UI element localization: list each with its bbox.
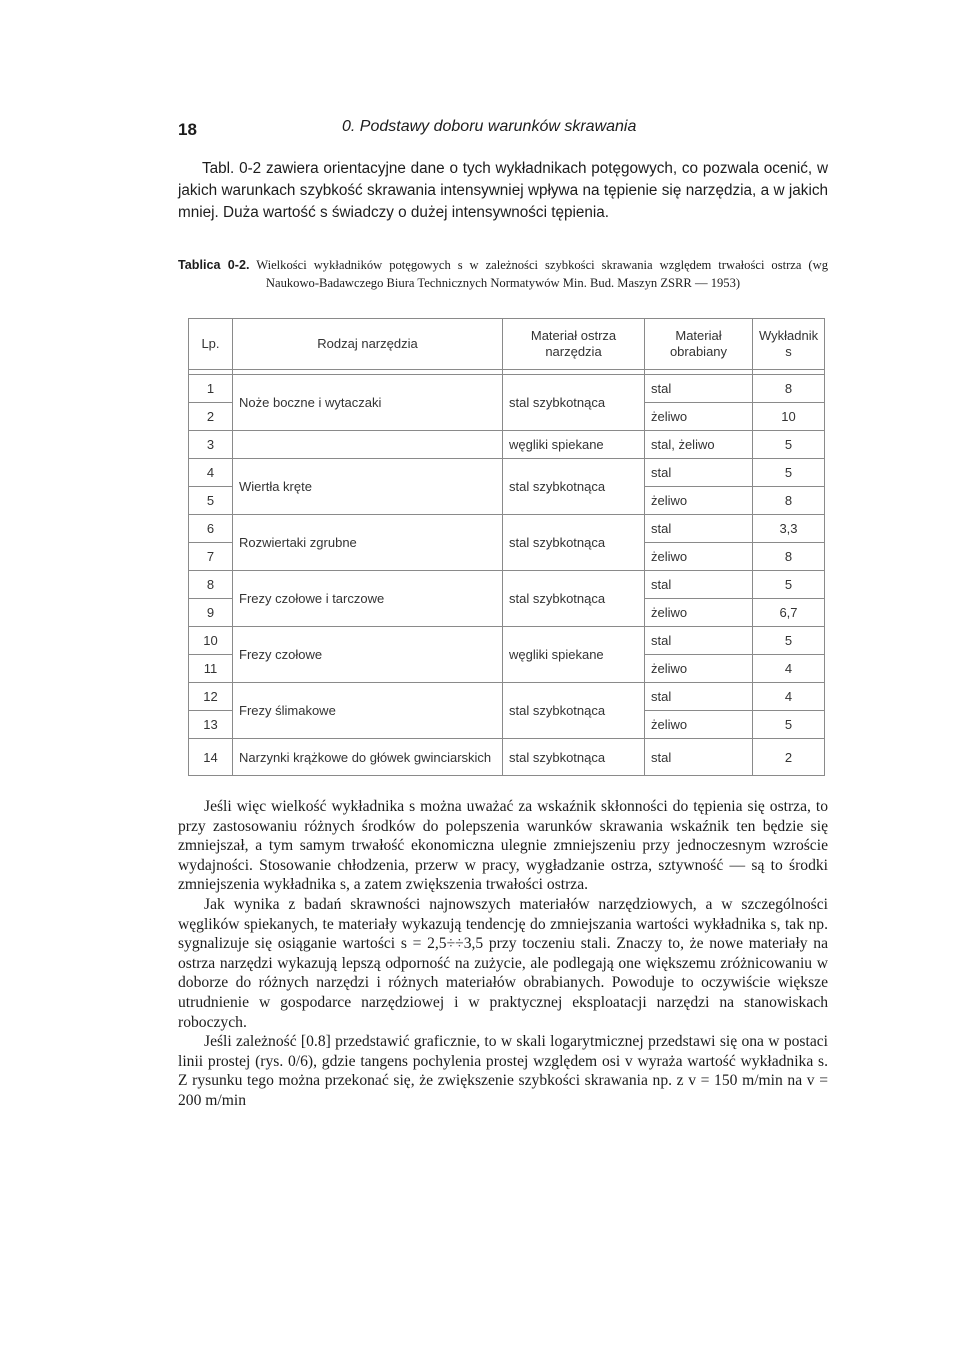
- row-exponent: 5: [753, 711, 825, 739]
- row-work: stal: [645, 515, 753, 543]
- row-work: stal: [645, 459, 753, 487]
- exponent-table: [188, 318, 825, 776]
- row-tool: Narzynki krążkowe do główek gwinciarskich: [233, 739, 503, 776]
- table-row: [189, 431, 825, 459]
- row-tool: [233, 431, 503, 459]
- body-paragraph: Jeśli zależność [0.8] przedstawić graficznie, to w skali logarytmicznej przedstawi się ona w postaci linii prostej (rys. 0/6), gdzie tangens pochylenia prostej względem osi v wyraża wartość wykładnika s. Z rysunku tego można przekonać się, że zwiększenie szybkości skrawania np. z v = 150 m/min na v = 200 m/min: [178, 1033, 828, 1109]
- header-blade-material: Materiał ostrza narzędzia: [503, 319, 645, 370]
- row-exponent: 10: [753, 403, 825, 431]
- row-work: żeliwo: [645, 599, 753, 627]
- row-blade: stal szybkotnąca: [503, 571, 645, 627]
- row-work: żeliwo: [645, 543, 753, 571]
- row-work: żeliwo: [645, 655, 753, 683]
- header-workpiece-material: Materiał obrabiany: [645, 319, 753, 370]
- table-row: [189, 627, 825, 655]
- table-caption: [178, 256, 828, 292]
- row-exponent: 4: [753, 655, 825, 683]
- header-lp: Lp.: [189, 319, 233, 370]
- body-paragraph: Jak wynika z badań skrawności najnowszych materiałów narzędziowych, a w szczególności węglików spiekanych, te materiały wykazują tendencję do zmniejszania wartości wykładnika s, tak np. sygnalizuje się osiąganie wartości s = 2,5÷÷3,5 przy toczeniu stali. Znaczy to, że nowe materiały na ostrza narzędzi wykazują lepszą odporność na zużycie, ale podlegają one większemu zróżnicowaniu w doborze do różnych narzędzi i różnych materiałów obrabianych. Powoduje to oczywiście większe utrudnienie w gospodarce narzędziowej i w praktycznej eksploatacji narzędzi na stanowiskach roboczych.: [178, 895, 828, 1031]
- row-tool: Wiertła kręte: [233, 459, 503, 515]
- row-lp: 1: [189, 375, 233, 403]
- row-exponent: 8: [753, 375, 825, 403]
- row-lp: 9: [189, 599, 233, 627]
- row-tool: Frezy czołowe: [233, 627, 503, 683]
- table-header-row: [189, 319, 825, 370]
- row-blade: stal szybkotnąca: [503, 515, 645, 571]
- row-blade: węgliki spiekane: [503, 627, 645, 683]
- table-row: [189, 739, 825, 776]
- row-exponent: 3,3: [753, 515, 825, 543]
- row-lp: 11: [189, 655, 233, 683]
- row-work: stal: [645, 375, 753, 403]
- row-exponent: 2: [753, 739, 825, 776]
- running-title: 0. Podstawy doboru warunków skrawania: [342, 118, 637, 135]
- row-lp: 10: [189, 627, 233, 655]
- table-row: [189, 375, 825, 403]
- row-lp: 7: [189, 543, 233, 571]
- table-row: [189, 459, 825, 487]
- row-blade: węgliki spiekane: [503, 431, 645, 459]
- row-lp: 8: [189, 571, 233, 599]
- table-caption-text: Wielkości wykładników potęgowych s w zależności szybkości skrawania względem trwałości ostrza (wg Naukowo-Badawczego Biura Technicznych Normatywów Min. Bud. Maszyn ZSRR — 1953): [256, 258, 829, 290]
- row-tool: Frezy czołowe i tarczowe: [233, 571, 503, 627]
- row-work: stal: [645, 683, 753, 711]
- row-lp: 14: [189, 739, 233, 776]
- page-number: 18: [178, 120, 197, 139]
- table-caption-label: Tablica 0-2.: [178, 258, 250, 272]
- body-text: [178, 797, 828, 1111]
- row-lp: 12: [189, 683, 233, 711]
- row-exponent: 5: [753, 431, 825, 459]
- row-exponent: 4: [753, 683, 825, 711]
- row-exponent: 8: [753, 543, 825, 571]
- body-paragraph: Jeśli więc wielkość wykładnika s można uważać za wskaźnik skłonności do tępienia się ostrza, to przy zastosowaniu różnych środków do polepszenia warunków skrawania wskaźnik ten będzie się zmniejszał, a tym samym trwałość ekonomiczna ulegnie zmniejszeniu przy jednoczesnym wzroście wydajności. Stosowanie chłodzenia, przerw w pracy, wygładzanie ostrza, sztywność — są to środki zmniejszenia wykładnika s, a zatem zwiększenia trwałości ostrza.: [178, 798, 828, 894]
- row-exponent: 6,7: [753, 599, 825, 627]
- row-work: stal: [645, 571, 753, 599]
- row-lp: 2: [189, 403, 233, 431]
- row-work: żeliwo: [645, 711, 753, 739]
- row-exponent: 5: [753, 627, 825, 655]
- row-lp: 6: [189, 515, 233, 543]
- row-blade: stal szybkotnąca: [503, 375, 645, 431]
- row-exponent: 8: [753, 487, 825, 515]
- row-lp: 4: [189, 459, 233, 487]
- row-lp: 3: [189, 431, 233, 459]
- row-tool: Frezy ślimakowe: [233, 683, 503, 739]
- row-lp: 13: [189, 711, 233, 739]
- row-work: stal, żeliwo: [645, 431, 753, 459]
- row-exponent: 5: [753, 571, 825, 599]
- table-row: [189, 515, 825, 543]
- intro-paragraph: Tabl. 0-2 zawiera orientacyjne dane o tych wykładnikach potęgowych, co pozwala ocenić, w jakich warunkach szybkość skrawania intensywniej wpływa na tępienie się narzędzia, a w jakich mniej. Duża wartość s świadczy o dużej intensywności tępienia.: [178, 160, 828, 221]
- row-blade: stal szybkotnąca: [503, 459, 645, 515]
- row-work: stal: [645, 627, 753, 655]
- header-exponent: Wykładnik s: [753, 319, 825, 370]
- row-work: żeliwo: [645, 403, 753, 431]
- row-work: stal: [645, 739, 753, 776]
- row-work: żeliwo: [645, 487, 753, 515]
- row-tool: Noże boczne i wytaczaki: [233, 375, 503, 431]
- table-row: [189, 571, 825, 599]
- row-blade: stal szybkotnąca: [503, 739, 645, 776]
- row-lp: 5: [189, 487, 233, 515]
- table-row: [189, 683, 825, 711]
- row-exponent: 5: [753, 459, 825, 487]
- row-blade: stal szybkotnąca: [503, 683, 645, 739]
- row-tool: Rozwiertaki zgrubne: [233, 515, 503, 571]
- header-tool-type: Rodzaj narzędzia: [233, 319, 503, 370]
